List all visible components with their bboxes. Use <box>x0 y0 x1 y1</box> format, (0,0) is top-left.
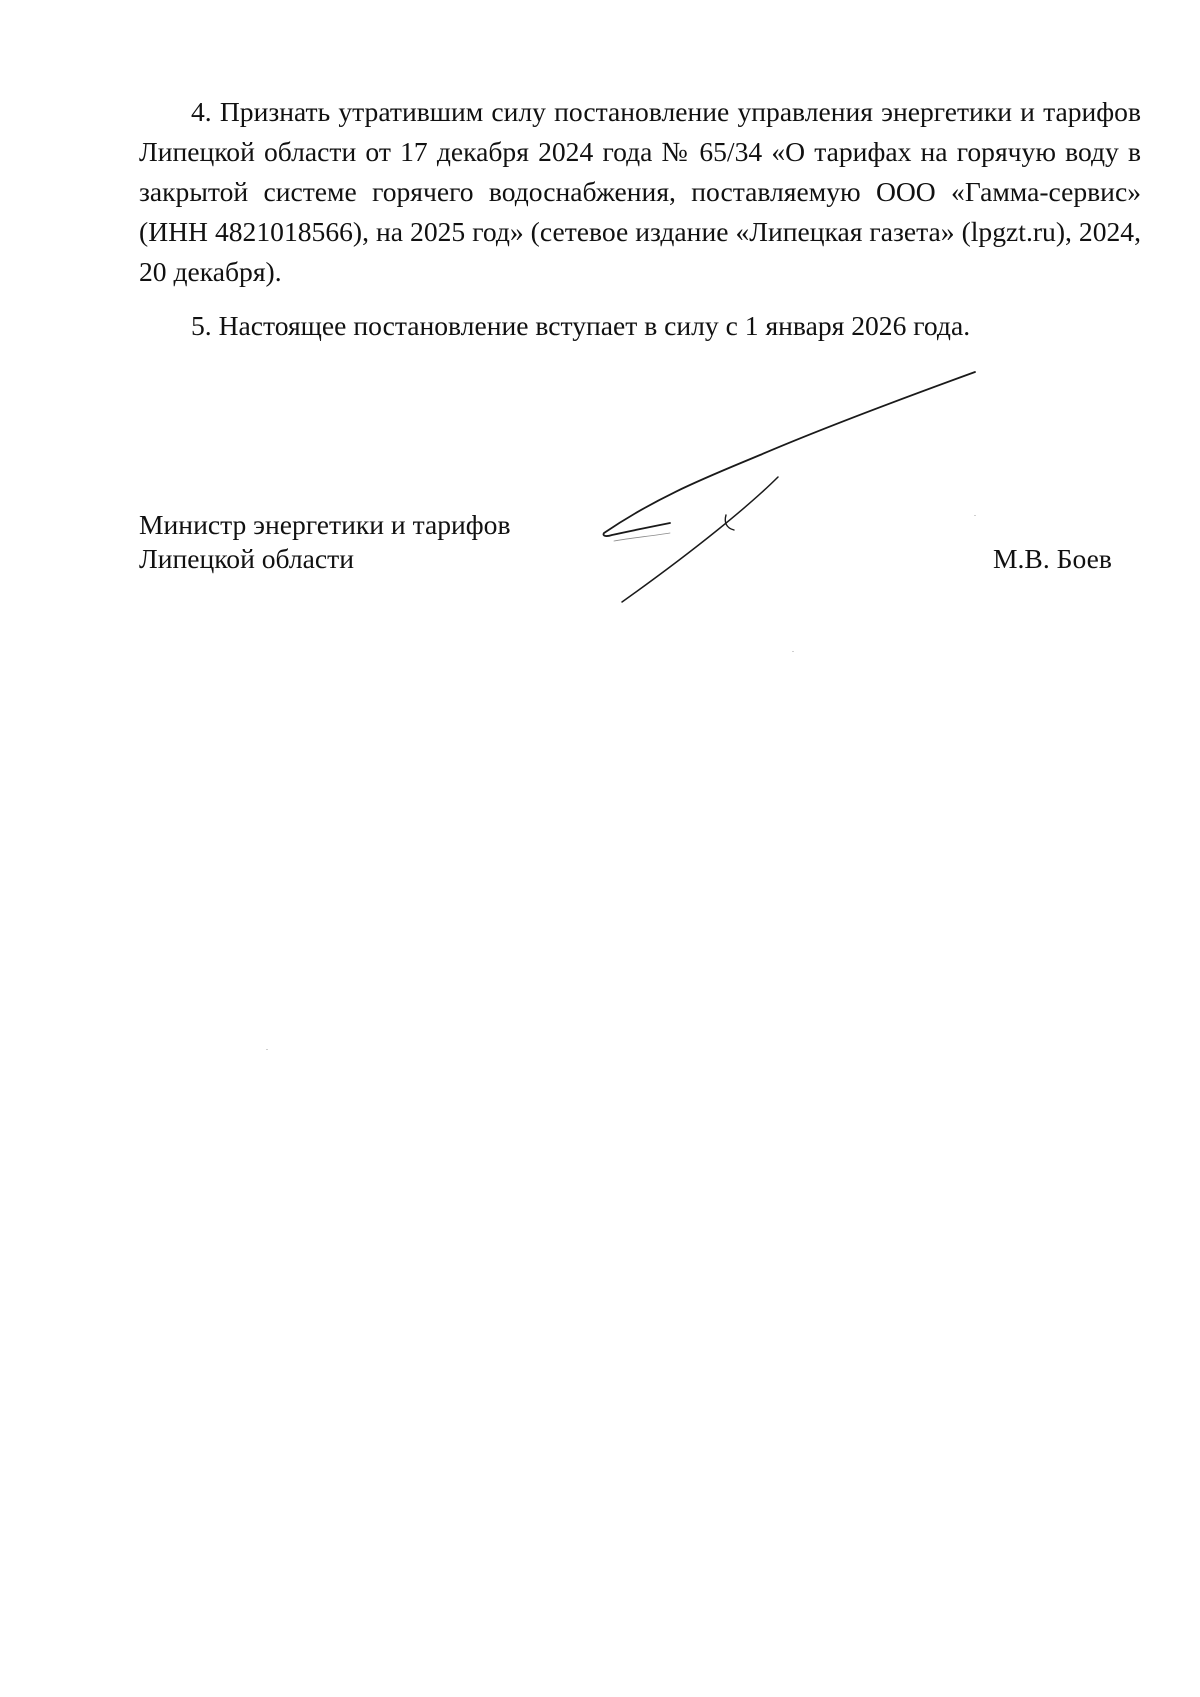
scan-speck <box>266 1049 268 1050</box>
scan-speck <box>792 651 794 652</box>
signature-stroke-faint <box>614 533 670 541</box>
paragraph-item-5: 5. Настоящее постановление вступает в силу с 1 января 2026 года. <box>191 310 971 341</box>
signature-stroke-diagonal <box>622 477 778 602</box>
signatory-title-line-1: Министр энергетики и тарифов <box>139 509 511 540</box>
document-body <box>139 92 1141 346</box>
paragraph-item-4: 4. Признать утратившим силу постановление управления энергетики и тарифов Липецкой области от 17 декабря 2024 года № 65/34 «О тарифах на горячую воду в закрытой системе горячего водоснабжения, поставляемую ООО «Гамма-сервис» (ИНН 4821018566), на 2025 год» (сетевое издание «Липецкая газета» (lpgzt.ru), 2024, 20 декабря). <box>139 96 1141 287</box>
handwritten-signature <box>600 370 990 605</box>
signatory-name: М.В. Боев <box>993 543 1112 574</box>
scan-speck <box>974 515 976 516</box>
signatory-title-line-2: Липецкой области <box>139 543 354 574</box>
signatory-title <box>139 508 511 576</box>
signature-stroke-main <box>603 372 975 536</box>
